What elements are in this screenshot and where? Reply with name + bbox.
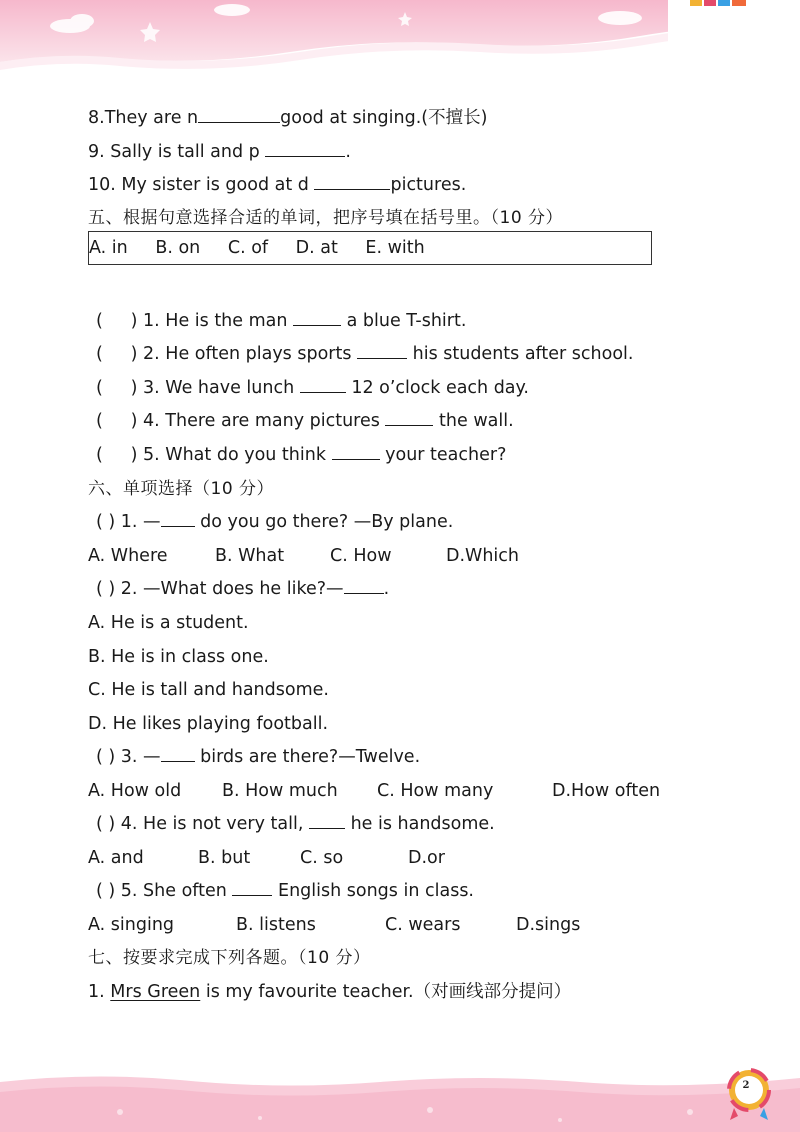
answer-blank[interactable] (344, 578, 384, 594)
answer-blank[interactable] (161, 746, 195, 762)
page-badge-icon (726, 1068, 772, 1122)
section-6-q2-option-a: A. He is a student. (88, 613, 249, 633)
section-5-item-5: ( ) 5. What do you think your teacher? (96, 445, 507, 465)
word-option: A. in (89, 238, 128, 258)
answer-blank[interactable] (232, 880, 272, 896)
answer-blank[interactable] (300, 377, 346, 393)
section-6-q2-option-b: B. He is in class one. (88, 647, 269, 667)
page-number: 2 (742, 1080, 750, 1091)
question-10: 10. My sister is good at d pictures. (88, 175, 467, 195)
section-6-q5: ( ) 5. She often English songs in class. (96, 881, 474, 901)
word-options-box (88, 231, 652, 265)
section-5-item-3: ( ) 3. We have lunch 12 o’clock each day. (96, 378, 529, 398)
section-6-q2-option-c: C. He is tall and handsome. (88, 680, 329, 700)
header-decoration (0, 0, 800, 70)
section-7-heading: 七、按要求完成下列各题。（10 分） (88, 948, 371, 968)
answer-blank[interactable] (314, 174, 390, 190)
answer-blank[interactable] (293, 310, 341, 326)
section-6-q1: ( ) 1. — do you go there? —By plane. (96, 512, 454, 532)
section-6-q4: ( ) 4. He is not very tall, he is handsome. (96, 814, 495, 834)
section-5-item-1: ( ) 1. He is the man a blue T-shirt. (96, 311, 467, 331)
word-option: E. with (365, 238, 425, 258)
section-5-item-4: ( ) 4. There are many pictures the wall. (96, 411, 514, 431)
logo-icon (690, 0, 746, 6)
word-option: C. of (227, 238, 269, 258)
section-6-heading: 六、单项选择（10 分） (88, 479, 275, 499)
section-5-heading: 五、根据句意选择合适的单词，把序号填在括号里。（10 分） (88, 208, 564, 228)
section-6-q3: ( ) 3. — birds are there?—Twelve. (96, 747, 421, 767)
answer-blank[interactable] (161, 511, 195, 527)
question-8: 8.They are n good at singing.(不擅长) (88, 108, 488, 128)
answer-blank[interactable] (265, 141, 345, 157)
answer-blank[interactable] (198, 107, 280, 123)
word-option: B. on (155, 238, 201, 258)
answer-blank[interactable] (309, 813, 345, 829)
answer-blank[interactable] (332, 444, 380, 460)
underlined-phrase: Mrs Green (110, 982, 201, 1002)
question-9: 9. Sally is tall and p . (88, 142, 351, 162)
word-option: D. at (295, 238, 338, 258)
answer-blank[interactable] (385, 410, 433, 426)
footer-decoration (0, 1068, 800, 1132)
section-5-item-2: ( ) 2. He often plays sports his students after school. (96, 344, 634, 364)
section-6-q2-option-d: D. He likes playing football. (88, 714, 329, 734)
section-7-q1: 1. Mrs Green is my favourite teacher.（对画线部分提问） (88, 982, 572, 1002)
section-6-q2: ( ) 2. —What does he like?— . (96, 579, 390, 599)
answer-blank[interactable] (357, 343, 407, 359)
